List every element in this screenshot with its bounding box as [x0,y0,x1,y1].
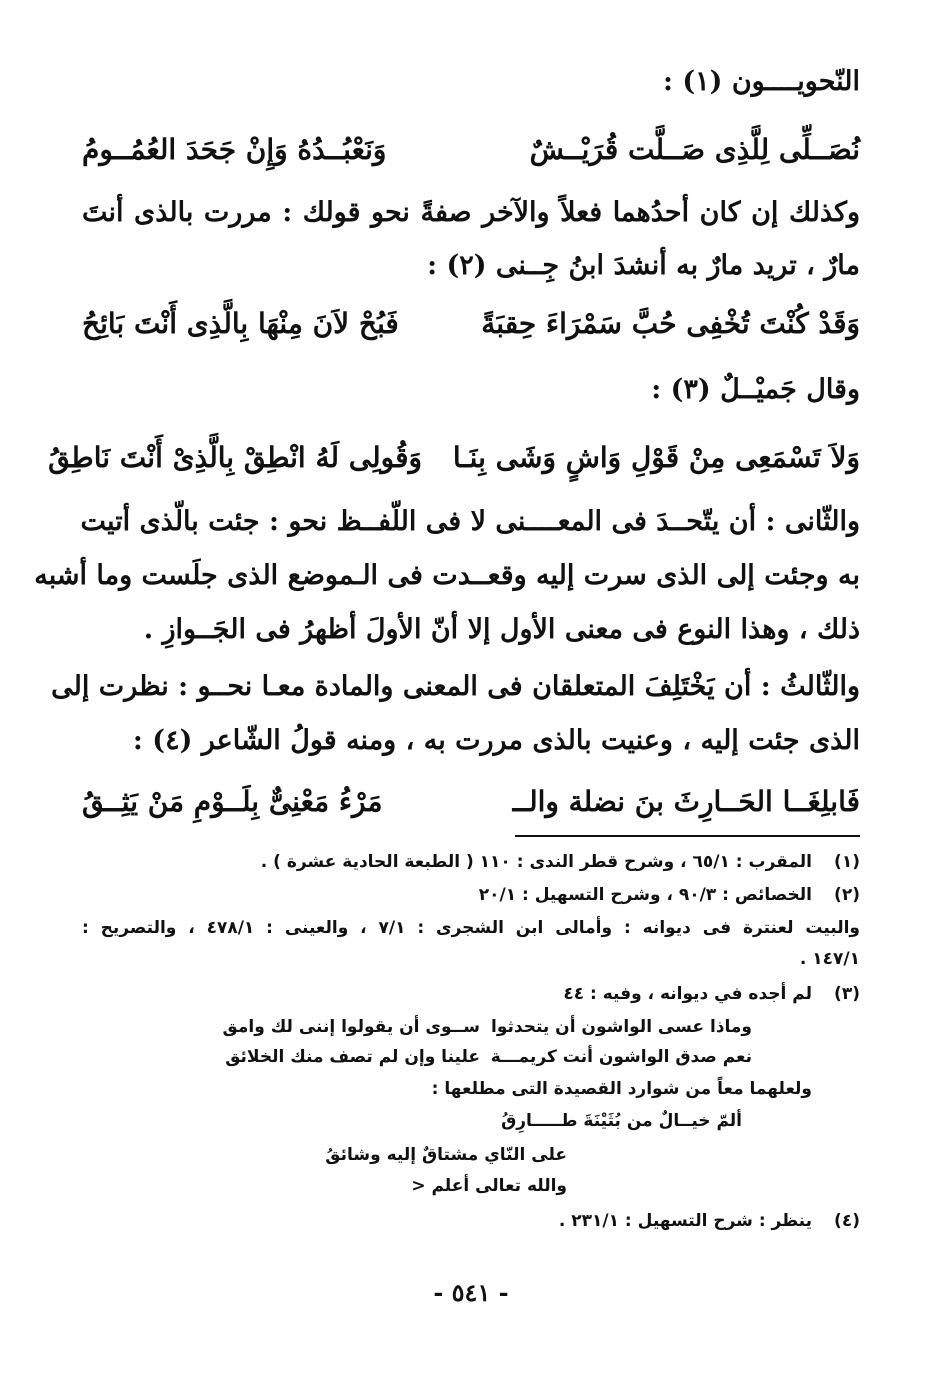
footnote-text: والبيت لعنترة فى ديوانه : وأمالى ابن الشجرى : ٧/١ ، والعينى : ٤٧٨/١ ، والتصريح : [82,918,860,938]
body-line: الذى جئت إليه ، وعنيت بالذى مررت به ، ومنه قولُ الشّاعر (٤) : [132,725,860,756]
footnote-text: ١٤٧/١ . [799,949,860,969]
footnote-verse-second: ســوى أن يقولوا إننى لك وامق [222,1017,480,1037]
footnote-number: (٢) [834,885,860,905]
body-line: والثّالثُ : أن يَخْتَلِفَ المتعلقان فى المعنى والمادة معـا نحــو : نظرت إلى [51,671,860,702]
verse-hemistich-first: وَلاَ تَسْمَعِى مِنْ قَوْلِ وَاشٍ وَشَى بِنَـا [452,441,860,474]
verse-hemistich-first: وَقَدْ كُنْتَ تُخْفِى حُبَّ سَمْرَاءَ حِقبَةً [481,307,860,340]
footnote-text: الخصائص : ٩٠/٣ ، وشرح التسهيل : ٢٠/١ [478,885,812,905]
verse-hemistich-second: مَرْءُ مَعْنِىٌّ بِلَــوْمِ مَنْ يَثِــقُ [82,785,383,818]
body-line: وقال جَميْــلٌ (٣) : [651,374,860,405]
footnote-text: والله تعالى أعلم < [411,1176,567,1196]
body-line: النّحويــــون (١) : [662,66,860,97]
body-line: مارٌ ، تريد مارٌ به أنشدَ ابنُ جِــنى (٢) : [427,250,860,281]
verse-hemistich-second: فَبُحْ لاَنَ مِنْهَا بِالَّذِى أَنْتَ بَائِحُ [82,307,399,340]
page-number: - ٥٤١ - [433,1278,509,1307]
body-line: ذلك ، وهذا النوع فى معنى الأول إلا أنّ الأولَ أظهرُ فى الجَــوازِ . [143,614,860,645]
footnote-text: ولعلهما معاً من شوارد القصيدة التى مطلعها : [431,1079,812,1099]
verse-hemistich-first: نُصَــلِّى لِلَّذِى صَــلَّت قُرَيْــشٌ [529,133,860,166]
footnote-verse-second: علينا وإن لم تصف منك الخلائق [225,1047,480,1067]
verse-hemistich-second: وَنَعْبُــدُهُ وَإِنْ جَحَدَ العُمُــومُ [82,133,387,166]
footnote-text: ينظر : شرح التسهيل : ٢٣١/١ . [558,1211,812,1231]
footnote-number: (١) [834,852,860,872]
body-line: وكذلك إن كان أحدُهما فعلاً والآخر صفةً نحو قولك : مررت بالذى أنتَ [82,197,860,228]
footnote-verse-line: على النّاي مشتاقٌ إليه وشائقُ [325,1145,567,1165]
body-line: به وجئت إلى الذى سرت إليه وقعــدت فى الـموضع الذى جلَست وما أشبه [34,560,860,591]
footnote-number: (٤) [834,1211,860,1231]
footnote-separator [515,835,860,837]
footnote-verse-line: ألمّ خيــالٌ من بُثَيْنَةَ طـــــارِقُ [501,1111,742,1131]
footnote-text: لم أجده في ديوانه ، وفيه : ٤٤ [563,984,812,1004]
footnote-verse-first: وماذا عسى الواشون أن يتحدثوا [491,1017,752,1037]
verse-hemistich-first: فَابلِغَــا الحَــارِثَ بنَ نضلة والــ [512,785,860,818]
verse-hemistich-second: وَقُولِى لَهُ انْطِقْ بِالَّذِىْ أَنْتَ نَاطِقُ [48,441,422,474]
footnote-verse-first: نعم صدق الواشون أنت كريمـــة [490,1047,752,1067]
footnote-text: المقرب : ٦٥/١ ، وشرح قطر الندى : ١١٠ ( الطبعة الحادية عشرة ) . [260,852,812,872]
footnote-number: (٣) [834,984,860,1004]
body-line: والثّانى : أن يتّحــدَ فى المعــــنى لا فى اللّفــظ نحو : جئت بالّذى أتيت [80,506,860,537]
